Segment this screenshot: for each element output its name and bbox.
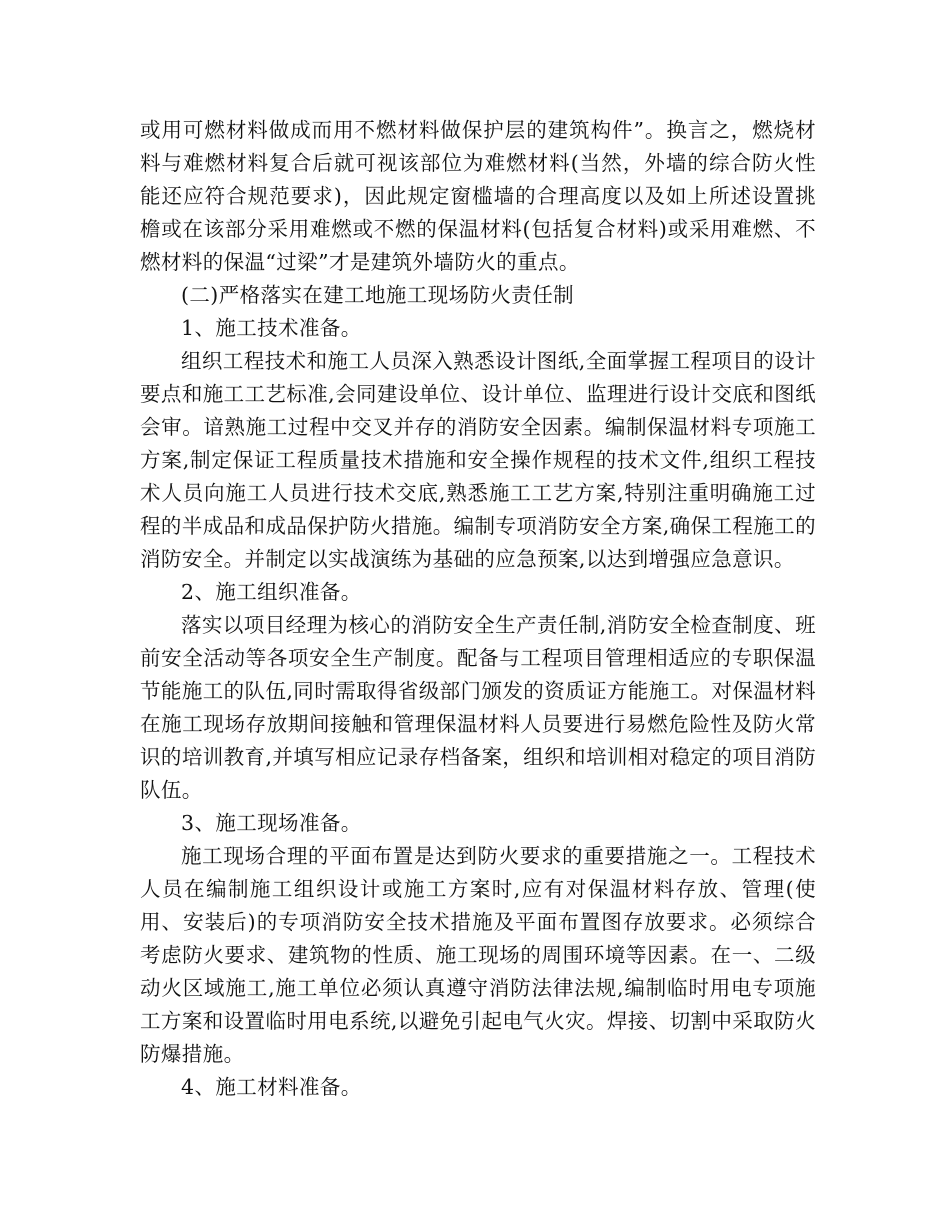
subheading-material-preparation: 4、施工材料准备。 xyxy=(181,1075,362,1099)
subheading-site-preparation: 3、施工现场准备。 xyxy=(181,811,362,835)
paragraph-organization-preparation: 落实以项目经理为核心的消防安全生产责任制,消防安全检查制度、班前安全活动等各项安全生产制度。配备与工程项目管理相适应的专职保温节能施工的队伍,同时需取得省级部门颁发的资质证方能施工。对保温材料在施工现场存放期间接触和管理保温材料人员要进行易燃危险性及防火常识的培训教育,并填写相应记录存档备案，组织和培训相对稳定的项目消防队伍。 xyxy=(140,613,816,802)
subheading-organization-preparation: 2、施工组织准备。 xyxy=(181,580,362,604)
paragraph-technical-preparation: 组织工程技术和施工人员深入熟悉设计图纸,全面掌握工程项目的设计要点和施工工艺标准,会同建设单位、设计单位、监理进行设计交底和图纸会审。谙熟施工过程中交叉并存的消防安全因素。编制保温材料专项施工方案,制定保证工程质量技术措施和安全操作规程的技术文件,组织工程技术人员向施工人员进行技术交底,熟悉施工工艺方案,特别注重明确施工过程的半成品和成品保护防火措施。编制专项消防安全方案,确保工程施工的消防安全。并制定以实战演练为基础的应急预案,以达到增强应急意识。 xyxy=(140,349,816,571)
paragraph-continuation: 或用可燃材料做成而用不燃材料做保护层的建筑构件”。换言之，燃烧材料与难燃材料复合后就可视该部位为难燃材料(当然，外墙的综合防火性能还应符合规范要求)，因此规定窗槛墙的合理高度以及如上所述设置挑檐或在该部分采用难燃或不燃的保温材料(包括复合材料)或采用难燃、不燃材料的保温“过梁”才是建筑外墙防火的重点。 xyxy=(140,118,816,274)
paragraph-site-preparation: 施工现场合理的平面布置是达到防火要求的重要措施之一。工程技术人员在编制施工组织设计或施工方案时,应有对保温材料存放、管理(使用、安装后)的专项消防安全技术措施及平面布置图存放要求。必须综合考虑防火要求、建筑物的性质、施工现场的周围环境等因素。在一、二级动火区域施工,施工单位必须认真遵守消防法律法规,编制临时用电专项施工方案和设置临时用电系统,以避免引起电气火灾。焊接、切割中采取防火防爆措施。 xyxy=(140,844,816,1066)
document-page xyxy=(140,114,816,1104)
subheading-technical-preparation: 1、施工技术准备。 xyxy=(181,316,362,340)
section-heading-fire-responsibility: (二)严格落实在建工地施工现场防火责任制 xyxy=(181,283,574,307)
